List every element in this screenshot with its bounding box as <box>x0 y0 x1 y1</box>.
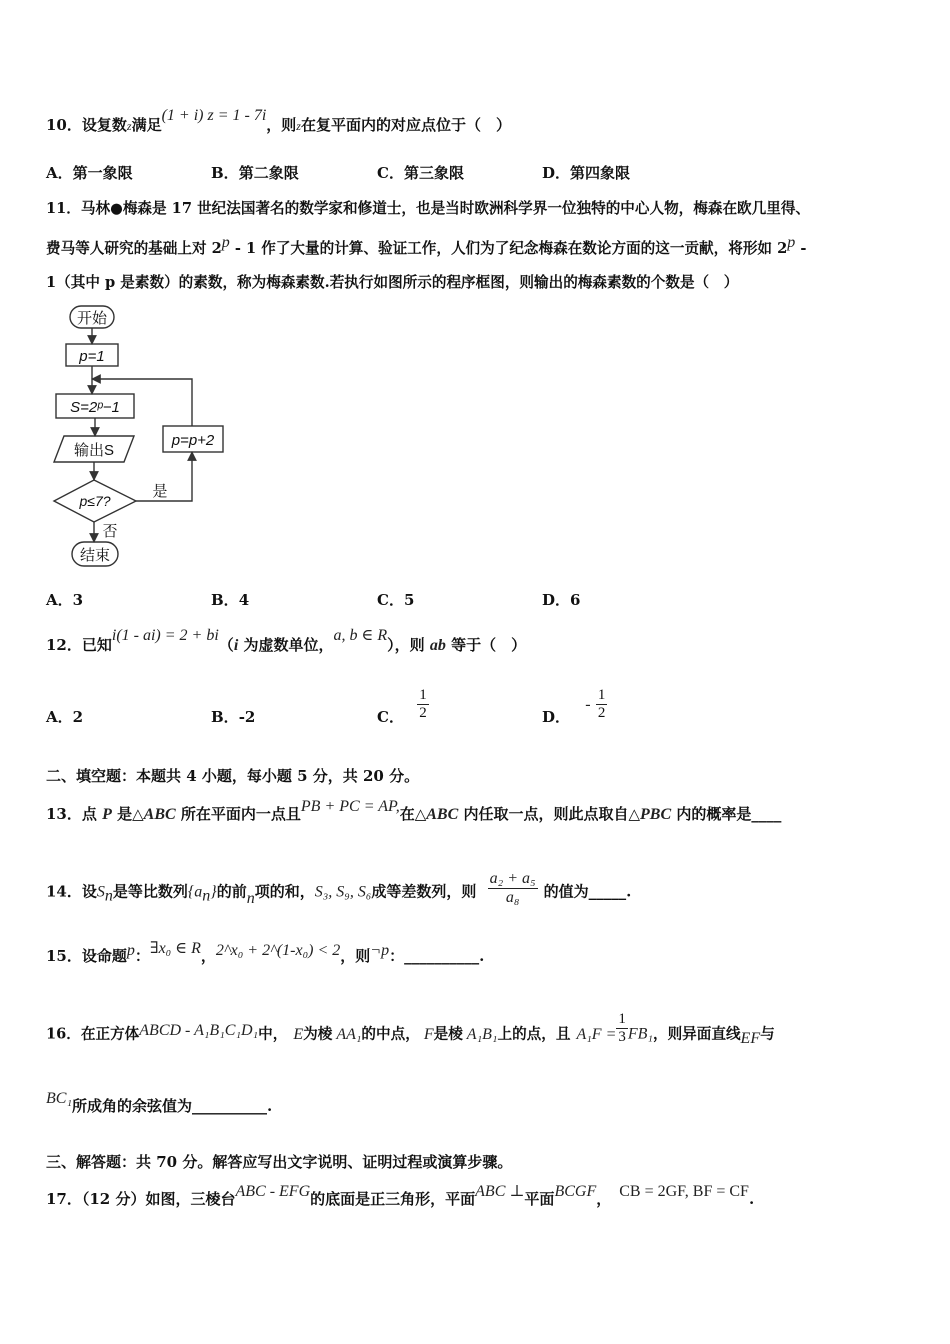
flow-end-label: 结束 <box>79 547 111 564</box>
q17-condition: CB = 2GF, BF = CF <box>619 1183 749 1200</box>
q14-sums: S₃, S₉, S₆ <box>314 883 372 901</box>
q14-fraction: $\frac{\text{a₂ + a₅}}{\text{a₈}}$ <box>489 870 536 906</box>
question-16: 16．在正方体ABCD - A₁B₁C₁D₁中， E为棱 AA₁的中点， F是棱 A₁B₁上的点，且 A₁F = $\frac{1}{3}$ FB₁，则异面直线EF与 <box>46 1011 775 1047</box>
question-16-continued: BC₁所成角的余弦值为__________. <box>46 1090 273 1115</box>
question-12: 12．已知i(1 - ai) = 2 + bi（i 为虚数单位，a, b ∈ R），则 ab 等于（ ） <box>46 627 527 654</box>
q10-option-d[interactable]: D．第四象限 <box>542 164 631 182</box>
program-flowchart <box>50 300 240 575</box>
question-10 <box>46 107 511 135</box>
q12-option-b[interactable]: B．-2 <box>211 708 256 726</box>
q10-number: 10． <box>46 116 82 134</box>
question-17: 17．（12 分）如图，三棱台ABC - EFG的底面是正三角形，平面ABC ⊥平面BCGF， CB = 2GF, BF = CF. <box>46 1183 755 1208</box>
question-15: 15．设命题p：∃x₀ ∈ R，2^x₀ + 2^(1-x₀) < 2，则¬p：__________. <box>46 940 485 965</box>
q15-exists: ∃x₀ ∈ R <box>149 940 201 957</box>
q12-option-c-fraction: $\frac{1}{2}$ <box>419 687 427 721</box>
q10-option-c[interactable]: C．第三象限 <box>377 164 464 182</box>
section-3-heading: 三、解答题：共 70 分。解答应写出文字说明、证明过程或演算步骤。 <box>46 1153 513 1171</box>
q11-option-d[interactable]: D．6 <box>542 591 581 609</box>
q11-option-c[interactable]: C．5 <box>377 591 415 609</box>
q12-condition: a, b ∈ R <box>333 627 388 644</box>
flow-no-label: 否 <box>102 523 118 540</box>
q12-option-c[interactable]: C． $\frac{1}{2}$ <box>377 687 427 726</box>
q16-cube: ABCD - A₁B₁C₁D₁ <box>139 1021 259 1039</box>
flow-start-label: 开始 <box>76 310 108 327</box>
q10-option-a[interactable]: A．第一象限 <box>46 164 133 182</box>
q11-option-a[interactable]: A．3 <box>46 591 84 609</box>
section-2-heading: 二、填空题：本题共 4 小题，每小题 5 分，共 20 分。 <box>46 767 420 785</box>
flow-yes-label: 是 <box>152 483 168 500</box>
q15-inequality: 2^x₀ + 2^(1-x₀) < 2 <box>215 942 341 959</box>
q12-option-a[interactable]: A．2 <box>46 708 84 726</box>
q13-equation: PB + PC = AP, <box>300 798 400 815</box>
q10-text: 在复平面内的对应点位于（ ） <box>300 116 511 134</box>
q10-text: 设复数 <box>81 116 127 134</box>
q10-option-b[interactable]: B．第二象限 <box>211 164 299 182</box>
question-13: 13．点 P 是△ABC 所在平面内一点且PB + PC = AP,在△ABC 内任取一点，则此点取自△PBC 内的概率是____ <box>46 798 782 823</box>
q10-text: ，则 <box>266 116 297 134</box>
q10-equation: (1 + i) z = 1 - 7i <box>161 107 267 124</box>
q16-fraction: $\frac{1}{3}$ <box>618 1011 626 1045</box>
q17-frustum: ABC - EFG <box>235 1183 311 1200</box>
question-11-line-3: 1（其中 p 是素数）的素数，称为梅森素数.若执行如图所示的程序框图，则输出的梅森素数的个数是（ ） <box>46 274 739 291</box>
flow-init-label: p=1 <box>79 348 105 365</box>
q12-option-d[interactable]: D． - $\frac{1}{2}$ <box>542 687 606 726</box>
q11-option-b[interactable]: B．4 <box>211 591 250 609</box>
q10-z: z <box>126 119 132 133</box>
q10-z: z <box>296 119 301 133</box>
q10-text: 满足 <box>131 116 162 134</box>
flow-assign-label: S=2ᵖ−1 <box>70 399 120 416</box>
question-11-line-2: 费马等人研究的基础上对 2$^p$ - 1 作了大量的计算、验证工作，人们为了纪念梅森在数论方面的这一贡献，将形如 2$^p$ - <box>46 234 807 257</box>
q12-option-d-fraction: $\frac{1}{2}$ <box>597 687 606 721</box>
question-14: 14．设$S_n$是等比数列$\{a_n\}$的前n项的和，S₃, S₉, S₆成等差数列，则 $\frac{\text{a₂ + a₅}}{\text{a₈}}$ 的值为_____. <box>46 870 632 907</box>
flow-update-label: p=p+2 <box>171 432 215 449</box>
flow-output-label: 输出S <box>73 442 115 459</box>
q12-equation: i(1 - ai) = 2 + bi <box>111 627 219 644</box>
question-11-line-1: 11．马林●梅森是 17 世纪法国著名的数学家和修道士，也是当时欧洲科学界一位独特的中心人物，梅森在欧几里得、 <box>46 200 811 217</box>
flow-condition-label: p≤7? <box>79 493 111 509</box>
